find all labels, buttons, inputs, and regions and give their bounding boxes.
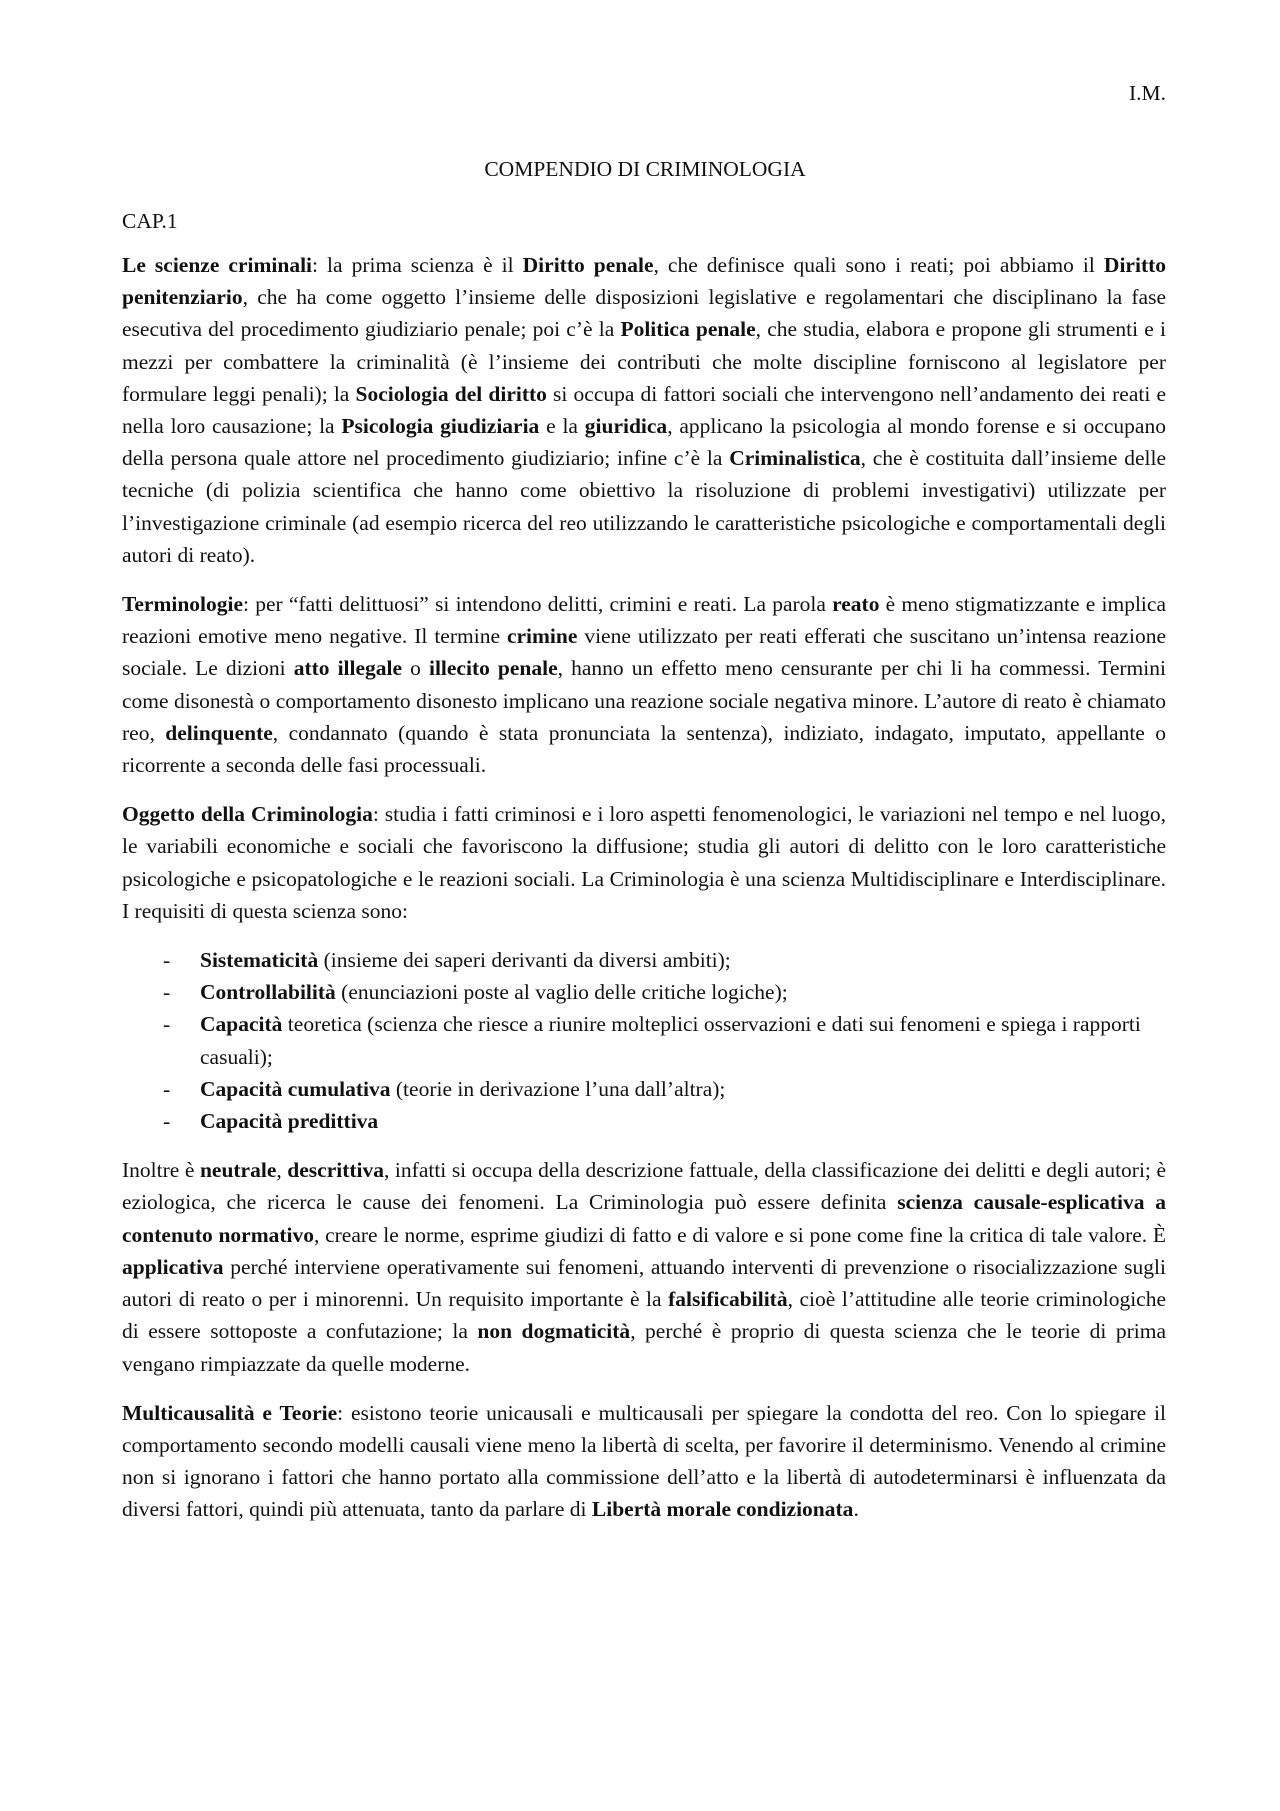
bold-term: Sociologia del diritto <box>355 381 547 406</box>
text-run: perché interviene operativamente sui fenomeni, attuando interventi di prevenzione o risocializzazione sugli autori di reato o per i minorenni. Un requisito importante è la <box>122 1254 1166 1312</box>
text-run: : per “fatti delittuosi” si intendono delitti, crimini e reati. La parola <box>243 592 833 617</box>
text-run: , infatti si occupa della descrizione fattuale, della classificazione dei delitti e degli autori; è eziologica, che ricerca le cause dei fenomeni. La Criminologia può essere definita <box>122 1158 1166 1215</box>
text-run: . <box>853 1497 859 1522</box>
text-run: , hanno un effetto meno censurante per chi li ha commessi. Termini come disonestà o comportamento disonesto implicano una reazione sociale negativa minore. L’autore di reato è chiamato reo, <box>122 656 1166 745</box>
text-run: viene utilizzato per reati efferati che suscitano un’intensa reazione sociale. Le dizioni <box>122 624 1166 681</box>
text-run: , creare le norme, esprime giudizi di fatto e di valore e si pone come fine la critica di tale valore. È <box>314 1222 1166 1247</box>
bold-term: Capacità <box>200 1012 283 1037</box>
bold-term: scienza causale-esplicativa a contenuto normativo <box>122 1190 1166 1247</box>
bold-term: applicativa <box>122 1254 224 1279</box>
bold-term: Capacità predittiva <box>200 1109 379 1134</box>
text-run: (teorie in derivazione l’una dall’altra); <box>390 1076 726 1101</box>
bold-term: Capacità cumulativa <box>200 1076 391 1101</box>
text-run: : esistono teorie unicausali e multicausali per spiegare la condotta del reo. Con lo spiegare il comportamento secondo modelli causali viene meno la libertà di scelta, per favorire il determinismo. Venendo al crimine non si ignorano i fattori che hanno portato alla commissione dell’atto e la libertà di autodeterminarsi è influenzata da diversi fattori, quindi più attenuata, tanto da parlare di <box>122 1400 1167 1522</box>
bold-term: reato <box>832 592 880 617</box>
list-item <box>163 944 1166 976</box>
bold-term: descrittiva <box>287 1158 385 1183</box>
text-run: : la prima scienza è il <box>312 253 523 277</box>
document-body <box>122 249 1166 1543</box>
text-run: , che ha come oggetto l’insieme delle disposizioni legislative e regolamentari che disciplinano la fase esecutiva del procedimento giudiziario penale; poi c’è la <box>122 285 1166 342</box>
chapter-heading: CAP.1 <box>122 209 178 233</box>
bold-term: Politica penale <box>620 317 756 342</box>
text-run: , perché è proprio di questa scienza che le teorie di prima vengano rimpiazzate da quelle moderne. <box>122 1319 1166 1376</box>
text-run: (insieme dei saperi derivanti da diversi ambiti); <box>318 948 731 973</box>
text-run: e la <box>539 414 585 439</box>
list-item <box>163 1105 1166 1137</box>
paragraph-scienze-criminali <box>122 249 1166 571</box>
text-run: teoretica (scienza che riesce a riunire molteplici osservazioni e dati sui fenomeni e spiega i rapporti casuali); <box>200 1012 1141 1069</box>
bold-term: Oggetto della Criminologia <box>122 802 373 827</box>
text-run: , <box>276 1158 288 1183</box>
bold-term: Multicausalità e Teorie <box>122 1400 338 1425</box>
paragraph-multicausalita <box>122 1397 1166 1526</box>
list-item <box>163 976 1166 1008</box>
text-run: (enunciazioni poste al vaglio delle critiche logiche); <box>335 980 788 1005</box>
list-item <box>163 1008 1166 1072</box>
paragraph-inoltre <box>122 1154 1166 1379</box>
requirements-list <box>122 944 1166 1137</box>
document-title: COMPENDIO DI CRIMINOLOGIA <box>484 157 806 181</box>
bold-term: Le scienze criminali <box>122 253 313 277</box>
bold-term: Libertà morale condizionata <box>591 1497 854 1522</box>
list-item <box>163 1073 1166 1105</box>
text-run: , che è costituita dall’insieme delle tecniche (di polizia scientifica che hanno come obiettivo la risoluzione di problemi investigativi) utilizzate per l’investigazione criminale (ad esempio ricerca del reo utilizzando le caratteristiche psicologiche e comportamentali degli autori di reato). <box>122 446 1166 567</box>
author-initials: I.M. <box>1128 81 1166 105</box>
bold-term: Criminalistica <box>729 446 861 471</box>
text-run: è meno stigmatizzante e implica reazioni emotive meno negative. Il termine <box>122 592 1166 649</box>
text-run: Inoltre è <box>122 1158 200 1183</box>
bold-term: Terminologie <box>122 592 244 617</box>
bold-term: neutrale <box>199 1158 277 1183</box>
text-run: : studia i fatti criminosi e i loro aspetti fenomenologici, le variazioni nel tempo e nel luogo, le variabili economiche e sociali che favoriscono la diffusione; studia gli autori di delitto con le loro caratteristiche psicologiche e psicopatologiche e le reazioni sociali. La Criminologia è una scienza Multidisciplinare e Interdisciplinare. I requisiti di questa scienza sono: <box>122 802 1166 923</box>
bold-term: delinquente <box>165 720 273 745</box>
paragraph-terminologie <box>122 588 1166 781</box>
text-run: , che definisce quali sono i reati; poi abbiamo il <box>653 253 1104 277</box>
text-run: , cioè l’attitudine alle teorie criminologiche di essere sottoposte a confutazione; la <box>122 1287 1166 1344</box>
bold-term: crimine <box>506 624 578 649</box>
bold-term: non dogmaticità <box>477 1319 631 1344</box>
text-run: si occupa di fattori sociali che intervengono nell’andamento dei reati e nella loro causazione; la <box>122 381 1166 439</box>
bold-term: falsificabilità <box>668 1287 788 1312</box>
text-run: o <box>402 656 429 681</box>
bold-term: illecito penale <box>428 656 558 681</box>
paragraph-oggetto <box>122 798 1166 927</box>
bold-term: Diritto penale <box>522 253 654 277</box>
text-run: , condannato (quando è stata pronunciata la sentenza), indiziato, indagato, imputato, appellante o ricorrente a seconda delle fasi processuali. <box>122 720 1167 778</box>
bold-term: Sistematicità <box>200 948 319 973</box>
text-run: , che studia, elabora e propone gli strumenti e i mezzi per combattere la criminalità (è l’insieme dei contributi che molte discipline forniscono al legislatore per formulare leggi penali); la <box>122 317 1166 406</box>
bold-term: Diritto penitenziario <box>122 253 1167 310</box>
bold-term: giuridica <box>584 414 668 439</box>
text-run: , applicano la psicologia al mondo forense e si occupano della persona quale attore nel procedimento giudiziario; infine c’è la <box>122 414 1166 471</box>
bold-term: Psicologia giudiziaria <box>341 414 540 439</box>
bold-term: Controllabilità <box>200 980 336 1005</box>
bold-term: atto illegale <box>293 656 403 681</box>
